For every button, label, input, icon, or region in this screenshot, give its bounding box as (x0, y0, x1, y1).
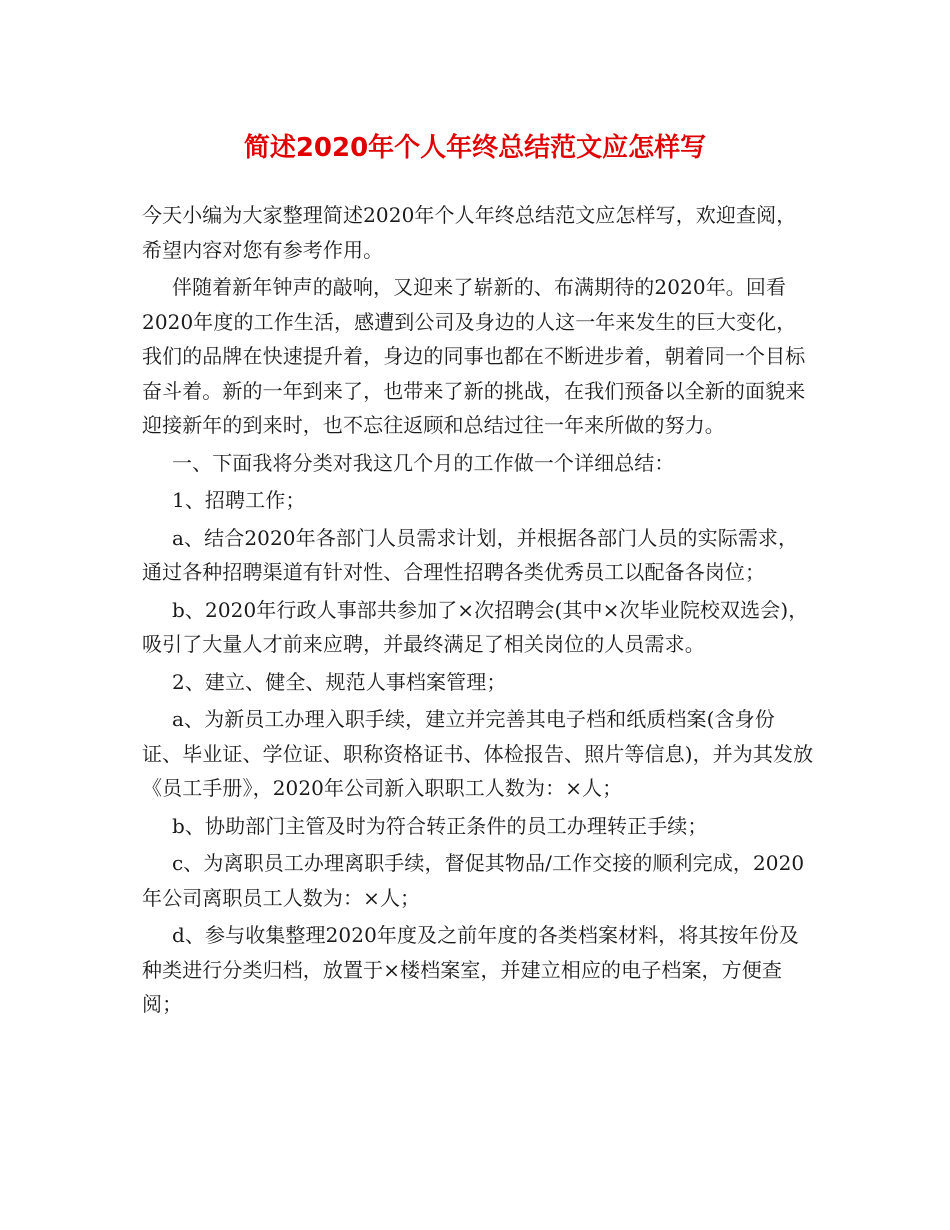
subsection-heading-recruitment: 1、招聘工作； (172, 488, 306, 512)
list-item: c、为离职员工办理离职手续，督促其物品/工作交接的顺利完成，2020年公司离职员工人数为：×人； (142, 851, 805, 910)
document-title: 简述2020年个人年终总结范文应怎样写 (243, 133, 707, 163)
list-item: a、结合2020年各部门人员需求计划，并根据各部门人员的实际需求，通过各种招聘渠道有针对性、合理性招聘各类优秀员工以配备各岗位； (142, 525, 799, 584)
list-item: d、参与收集整理2020年度及之前年度的各类档案材料，将其按年份及种类进行分类归档，放置于×楼档案室，并建立相应的电子档案，方便查阅； (142, 923, 800, 1016)
paragraph-opening: 伴随着新年钟声的敲响，又迎来了崭新的、布满期待的2020年。回看2020年度的工作生活，感遭到公司及身边的人这一年来发生的巨大变化，我们的品牌在快速提升着，身边的同事也都在不断进步着，朝着同一个目标奋斗着。新的一年到来了，也带来了新的挑战，在我们预备以全新的面貌来迎接新年的到来时，也不忘往返顾和总结过往一年来所做的努力。 (142, 275, 806, 437)
list-item: b、2020年行政人事部共参加了×次招聘会(其中×次毕业院校双选会)，吸引了大量人才前来应聘，并最终满足了相关岗位的人员需求。 (142, 597, 809, 656)
list-item: a、为新员工办理入职手续，建立并完善其电子档和纸质档案(含身份证、毕业证、学位证、职称资格证书、体检报告、照片等信息)，并为其发放《员工手册》，2020年公司新入职职工人数为：×人； (142, 707, 814, 800)
document-body (142, 198, 814, 1025)
list-item: b、协助部门主管及时为符合转正条件的员工办理转正手续； (172, 813, 708, 838)
section-heading: 一、下面我将分类对我这几个月的工作做一个详细总结： (172, 450, 675, 475)
subsection-heading-archives: 2、建立、健全、规范人事档案管理； (172, 669, 507, 694)
paragraph-intro: 今天小编为大家整理简述2020年个人年终总结范文应怎样写，欢迎查阅，希望内容对您有参考作用。 (142, 203, 797, 262)
